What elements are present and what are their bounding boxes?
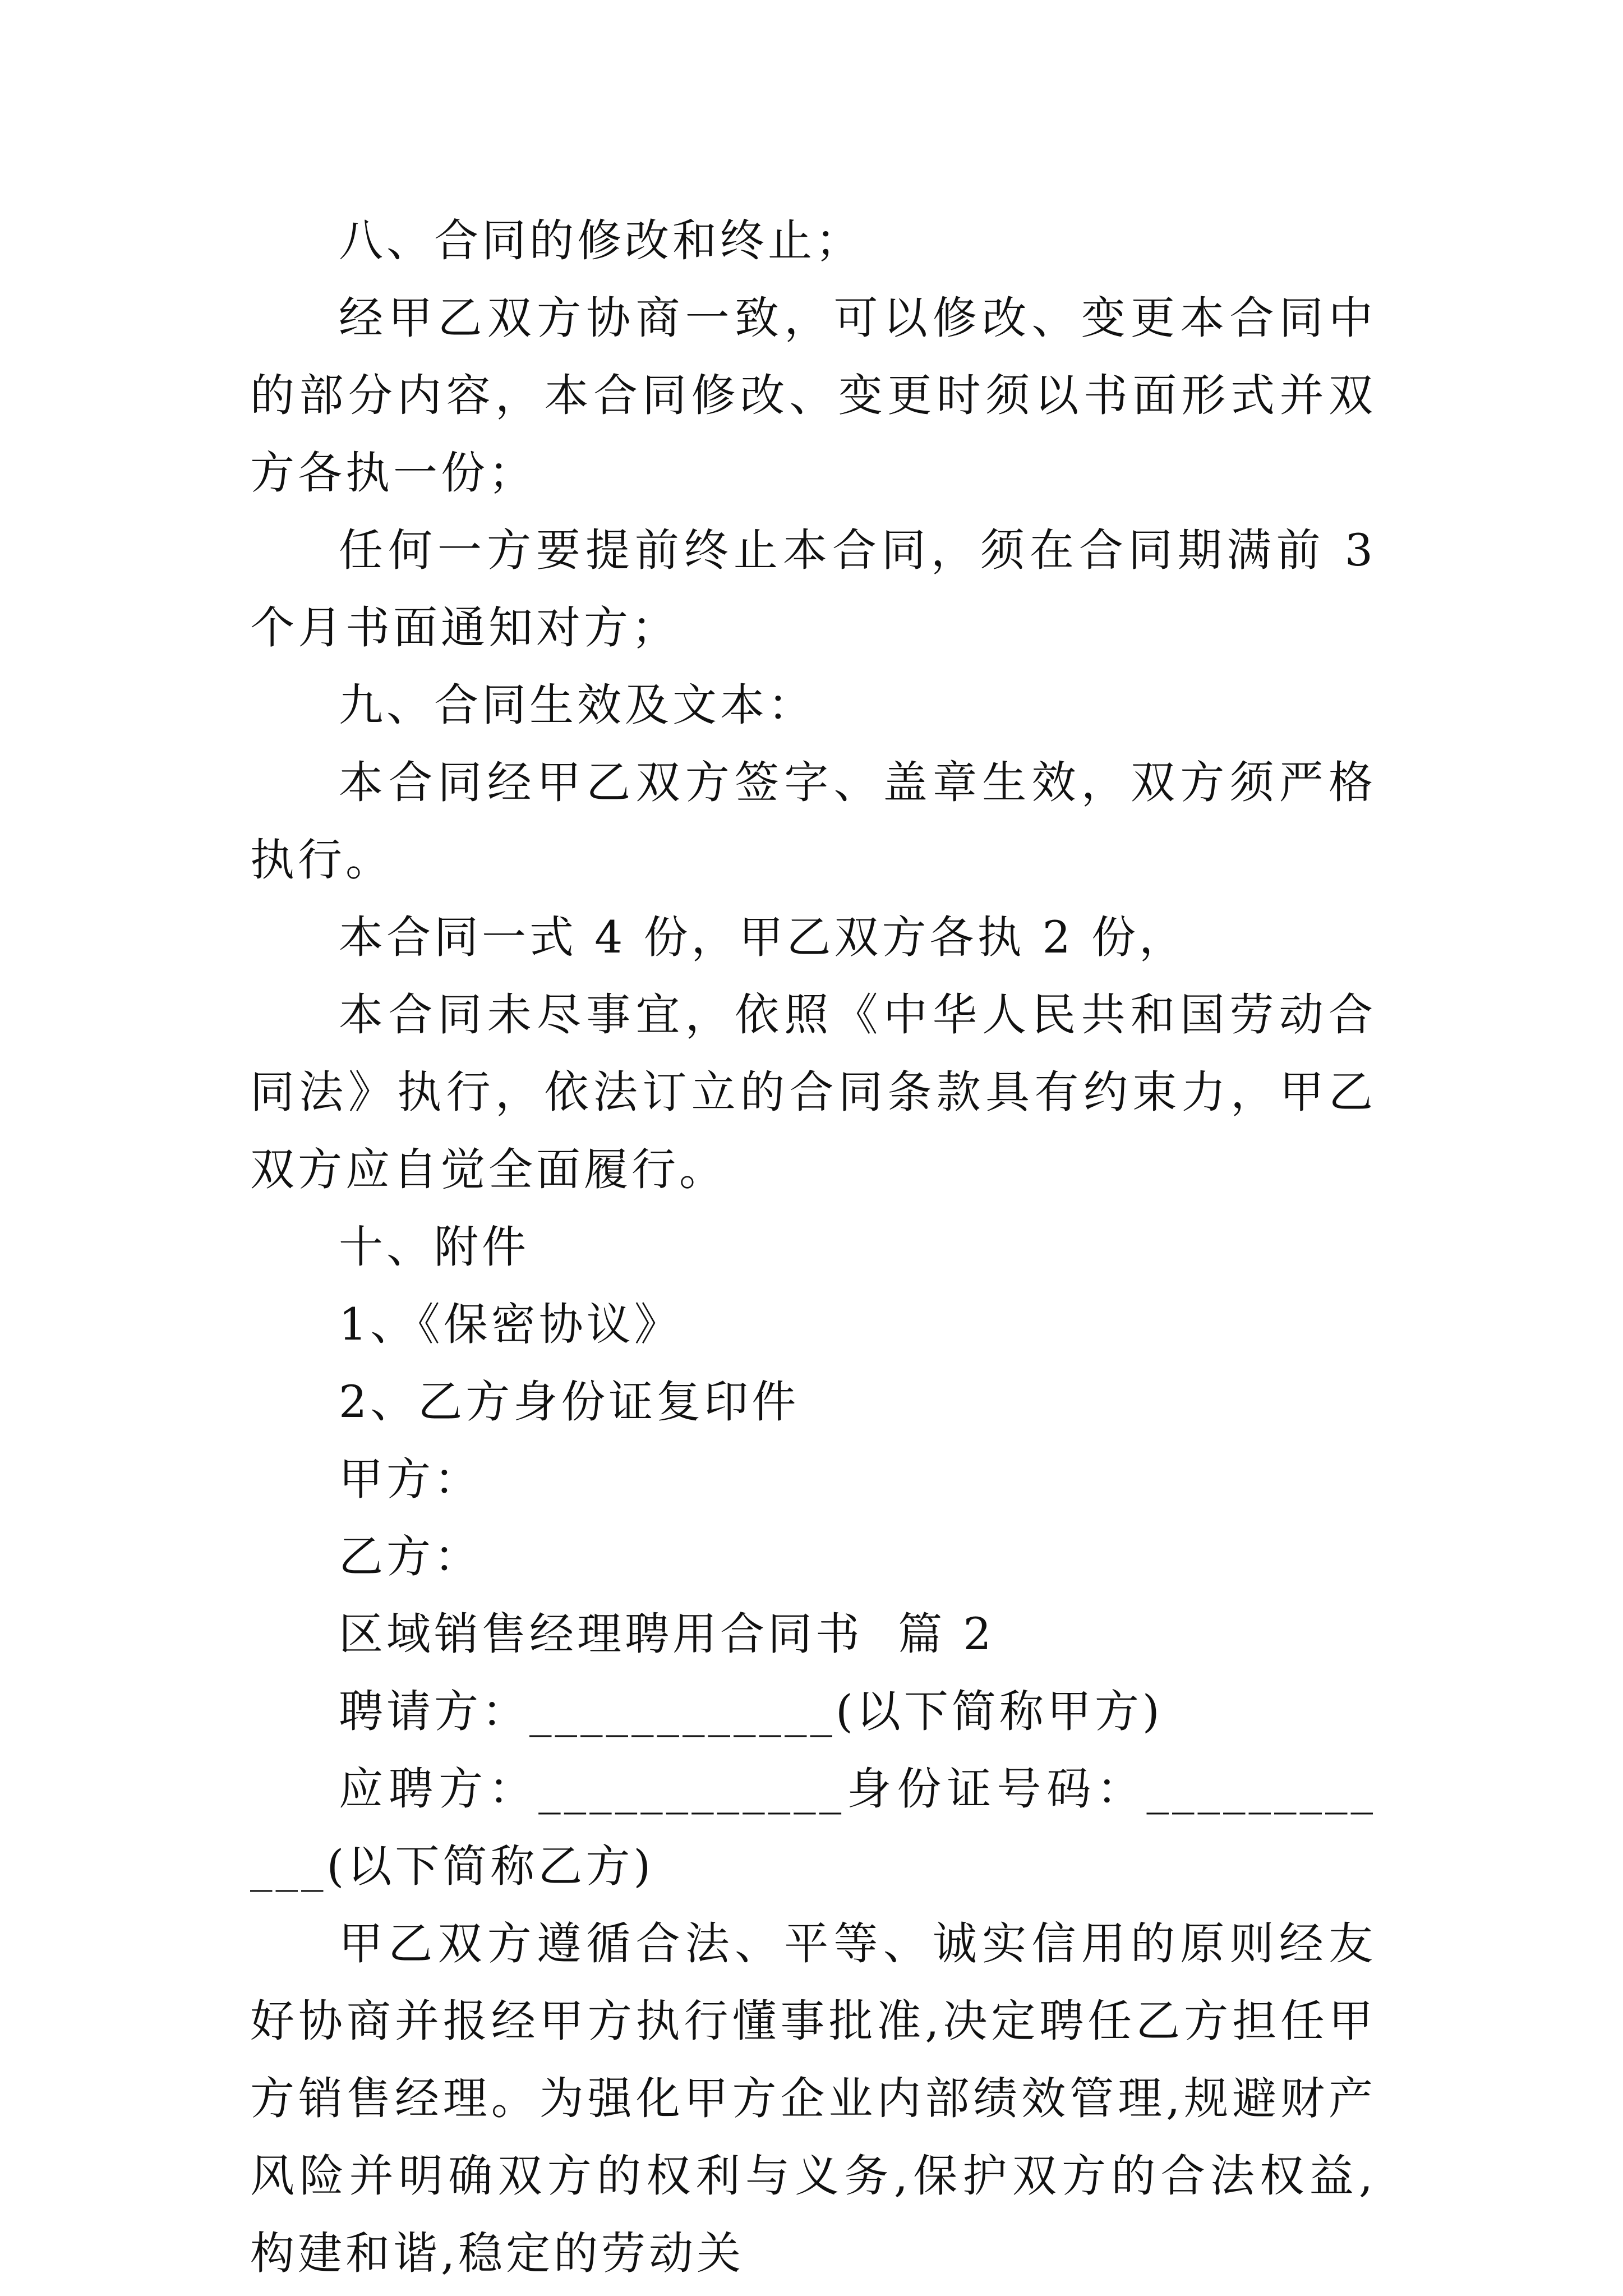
attachment-2: 2、乙方身份证复印件 xyxy=(339,1376,800,1428)
section-9-heading: 九、合同生效及文本： xyxy=(339,679,815,731)
employee-line: 应聘方：____________身份证号码：____________(以下简称乙方) xyxy=(250,1763,1376,1892)
attachment-1: 1、《保密协议》 xyxy=(339,1299,682,1350)
paragraph-termination: 任何一方要提前终止本合同，须在合同期满前 3 个月书面通知对方； xyxy=(250,524,1394,654)
paragraph-matters-not-covered: 本合同未尽事宜，依照《中华人民共和国劳动合同法》执行，依法订立的合同条款具有约束力，甲乙双方应自觉全面履行。 xyxy=(250,989,1376,1195)
paragraph-effective: 本合同经甲乙双方签字、盖章生效，双方须严格执行。 xyxy=(250,757,1376,886)
paragraph-principles: 甲乙双方遵循合法、平等、诚实信用的原则经友好协商并报经甲方执行懂事批准,决定聘任乙方担任甲方销售经理。为强化甲方企业内部绩效管理,规避财产风险并明确双方的权利与义务,保护双方的合法权益,构建和谐,稳定的劳动关 xyxy=(250,1918,1376,2279)
party-b-signature-line: 乙方： xyxy=(339,1531,482,1582)
paragraph-copies: 本合同一式 4 份，甲乙双方各执 2 份， xyxy=(339,912,1187,963)
party-a-signature-line: 甲方： xyxy=(339,1453,482,1505)
employer-line: 聘请方：____________(以下简称甲方) xyxy=(339,1686,1163,1737)
section-8-heading: 八、合同的修改和终止； xyxy=(339,215,863,266)
paragraph-modification: 经甲乙双方协商一致，可以修改、变更本合同中的部分内容，本合同修改、变更时须以书面形式并双方各执一份； xyxy=(250,292,1376,499)
contract-2-title: 区域销售经理聘用合同书 篇 2 xyxy=(339,1608,995,1660)
document-body xyxy=(250,202,1394,2292)
section-10-heading: 十、附件 xyxy=(339,1221,529,1273)
